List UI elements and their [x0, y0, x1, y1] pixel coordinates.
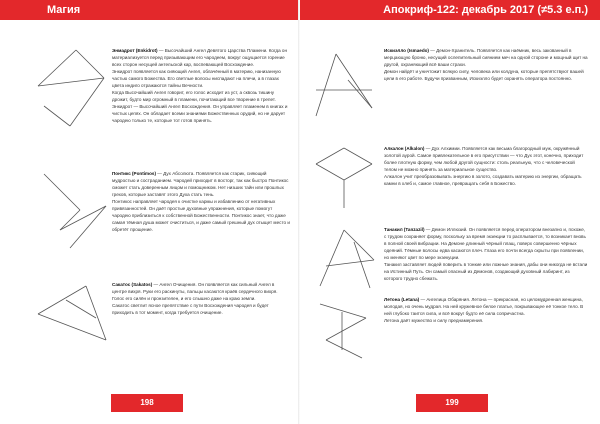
entry-text: — Высочайший Ангел Девятого Царства Пламени. Когда он материализуется перед призывающим его чародеем, вокруг ощущается горение всех сторон несущей антельской кар, воспевающей Восхождение. — [112, 48, 288, 67]
entry-text: — Дух Алхимии. Появляется как весьма благородный муж, окружённый золотой аурой. Самое привлекательное в его присутствии — что Дух этот, конечно, приходит более плотную форму, чем любой другой сущности: столь реальную, что с человеческой телом не можно принять за материальное существо. — [384, 146, 584, 172]
entry-pontimos — [112, 170, 290, 233]
entry-tanzazil — [384, 226, 588, 282]
entry-letana — [384, 296, 588, 324]
entry-paragraph: Понтикос направляет чародея к очистке кармы и избавлению от негативных привязанностей. Он даёт простые духовные упражнения, которые помогут чародею приблизиться к собственной Божественности. Понтикос знает, что даже самая тёмная душа может очиститься, и даже самый грешный дух отыщет место и обретёт прощение. — [112, 199, 290, 232]
right-header-title: Апокриф-122: декабрь 2017 (≠5.3 е.п.) — [383, 4, 588, 16]
entry-paragraph: Алкалон учит преобразовывать энергию в золото, создавать материю из энергии, обращать камни в хлеб и, самое главное, превращать себя в Божество. — [384, 174, 582, 186]
left-page-header — [0, 0, 300, 20]
enkidrot-sigil — [36, 48, 106, 128]
right-page — [300, 0, 600, 424]
entry-paragraph: Когда Высочайший Ангел говорит, его голос исходит из уст, а сквозь тишину дрожит, будто мир огромный в пламени, почитающий все творение в трепет. — [112, 90, 276, 102]
entry-paragraph: Летона даёт мужество и силу преднамерения. — [384, 318, 484, 323]
entry-sakatos — [112, 281, 290, 316]
entry-text: — Демон-Хранитель. Появляется как наёмник, весь закованный в мерцающую броню, несущий ослепительный сиянием меч на одной стороне и мощный щит на другой, охраняющий всё ваши страхи. — [384, 48, 588, 67]
entry-enkidrot — [112, 47, 290, 124]
entry-paragraph: Демон найдёт и уничтожит всякую силу, человека или колдуна, которые препятствуют вашей цели в его работе. Будучи призванным, Искиэлло будет охранять операторa постоянно. — [384, 69, 584, 81]
right-page-number: 199 — [416, 394, 488, 412]
entry-paragraph: Танакил заставляет людей поверить в тонкие или ложные знания, дабы они никогда не встали на Истинный Путь. Он самый опасный из Демонов, создающий духовный лабиринт, из которого трудно сбежать. — [384, 262, 588, 281]
letana-sigil — [316, 300, 370, 360]
ismaedo-sigil — [312, 50, 376, 120]
alkalon-sigil — [314, 146, 374, 210]
tanzazil-sigil — [314, 226, 378, 290]
entry-paragraph: Энкидрот — Высочайший Ангел Восхождения. Он управляет пламенем в книгах и чистых цепях. Он обладает всеми знаниями Божественных орудий, но не дарует чародею только те, которые тот готов принять. — [112, 104, 288, 123]
entry-name: Летона (Letana) — [384, 297, 420, 302]
left-header-title: Магия — [47, 4, 81, 16]
pontimos-sigil — [40, 170, 110, 250]
entry-name: Танакил (Tanzazil) — [384, 227, 425, 232]
entry-text: — Ангел Очищения. Он появляется как сильный Ангел в центре вихря. Руки его раскинуты, пальцы касаются краёв сердечного вихря. Голос его силён и пронзителен, и его слышно даже на краю земли. — [112, 282, 278, 301]
entry-text: — Демон Иллюзий. Он появляется перед оператором внезапно и, похоже, с трудом сохраняет форму, поскольку за время экзекции то расплывается, то возникает вновь в полной своей вибрации. На Демоне длинный чёрный плащ, поверх совершенно чёрных одеяний. Тёмные волосы едва касаются плеч. Глаза его почти всегда скрыты при появлении, но меняют цвет по мере экзекуции. — [384, 227, 586, 260]
entry-name: Энмадрот (Enkidrot) — [112, 48, 158, 53]
entry-ismaedo — [384, 47, 588, 82]
entry-paragraph: Энкидрот появляется как сияющий Ангел, облачённый в материю, нанизанную частью самого Божества. Его светлые волосы ниспадают на плечи, а в глазах цвета индиго отражаются тайны Вечности. — [112, 69, 281, 88]
entry-name: Сакатос (Sakatos) — [112, 282, 153, 287]
sakatos-sigil — [36, 284, 108, 344]
entry-name: Алкалон (Alkalon) — [384, 146, 425, 151]
entry-alkalon — [384, 145, 588, 187]
left-page-number: 198 — [111, 394, 183, 412]
entry-name: Искиэлло (Ismaedo) — [384, 48, 429, 53]
right-page-header — [300, 0, 600, 20]
entry-name: Понтикс (Pontimos) — [112, 171, 157, 176]
entry-text: — Дух Абсолюта. Появляется как старик, сияющий мудростью и состраданием. Чародей приходит в восторг, так как быстро Понтикос сможет стать доверенным лицом и помощником. Нет низших тайн или прошлых грехов, которые заставят этого Духа стать тень. — [112, 171, 289, 197]
entry-text: — Ангелица Обаряния. Летона — прекрасная, но целомудренная женщина, молодая, но очень мудрая. На ней кружевное белое платье, покрывающее её тонкое тело. В ней глубоко таится сила, и всё вокруг будто её сила сопричастна. — [384, 297, 584, 316]
entry-paragraph: Сакатос светлит ясное препятствие с пути Восхождения чародея и будет приходить в тот момент, когда требуется очищение. — [112, 303, 269, 315]
